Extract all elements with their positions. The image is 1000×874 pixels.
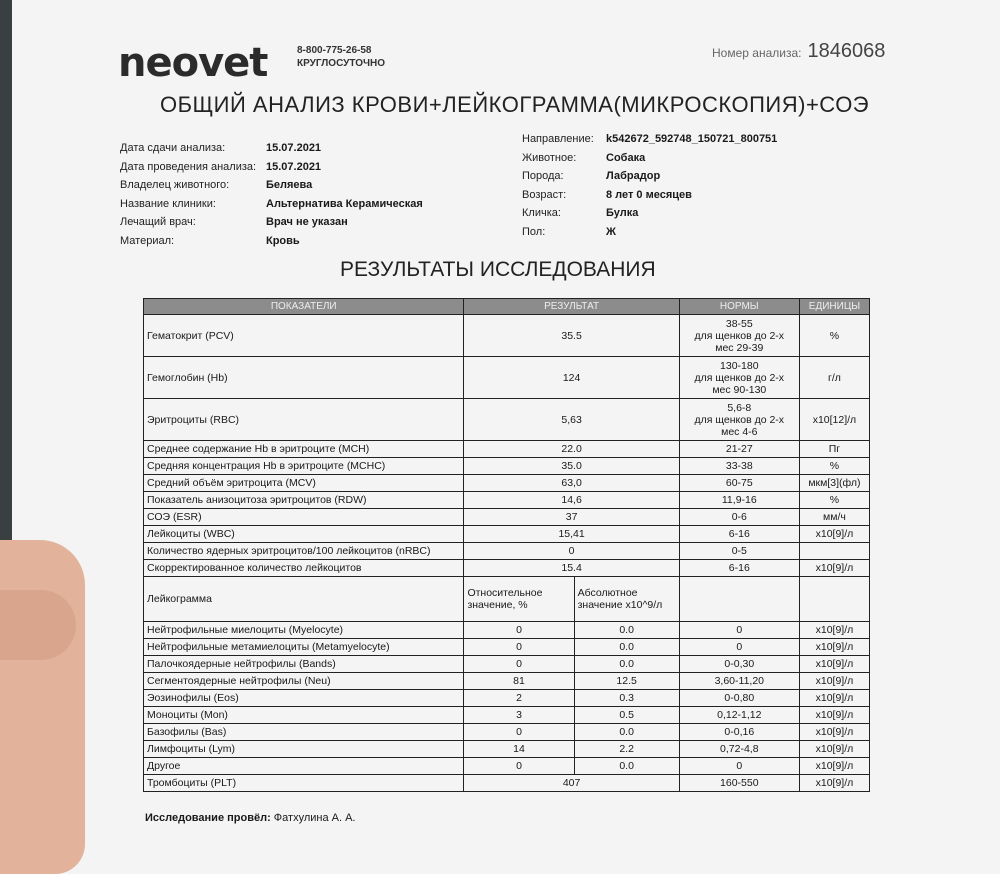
table-row xyxy=(144,690,870,707)
relative-value: 3 xyxy=(464,707,574,724)
indicator-name: Моноциты (Mon) xyxy=(144,707,464,724)
norm-value: 0-0,16 xyxy=(679,724,799,741)
norm-value: 0,72-4,8 xyxy=(679,741,799,758)
table-row xyxy=(144,357,870,399)
phone-block xyxy=(297,44,385,70)
indicator-name: Лимфоциты (Lym) xyxy=(144,741,464,758)
unit-value: x10[9]/л xyxy=(799,656,869,673)
result-value: 63,0 xyxy=(464,475,679,492)
norm-line: 38-55 xyxy=(725,317,753,330)
norm-value: 60-75 xyxy=(679,475,799,492)
table-row xyxy=(144,707,870,724)
leukogram-rows xyxy=(144,622,870,775)
unit-value: x10[9]/л xyxy=(799,639,869,656)
norm-value: 0,12-1,12 xyxy=(679,707,799,724)
unit-value: x10[9]/л xyxy=(799,560,869,577)
norm-value xyxy=(679,399,799,441)
tall-rows xyxy=(144,315,870,441)
indicator-name: Показатель анизоцитоза эритроцитов (RDW) xyxy=(144,492,464,509)
norm-value: 0 xyxy=(679,622,799,639)
result-value: 14,6 xyxy=(464,492,679,509)
table-row xyxy=(144,775,870,792)
unit-value: мкм[3](фл) xyxy=(799,475,869,492)
neovet-logo: neovet xyxy=(118,40,268,86)
indicator-name: Среднее содержание Hb в эритроците (MCH) xyxy=(144,441,464,458)
info-value: Собака xyxy=(606,151,646,164)
table-row xyxy=(144,758,870,775)
absolute-value: 0.0 xyxy=(574,622,679,639)
unit-value: мм/ч xyxy=(799,509,869,526)
table-row xyxy=(144,656,870,673)
info-label: Материал: xyxy=(120,234,175,247)
norm-line: 5,6-8 xyxy=(727,401,752,414)
result-value: 37 xyxy=(464,509,679,526)
unit-value: x10[9]/л xyxy=(799,707,869,724)
result-value: 407 xyxy=(464,775,679,792)
indicator-name: Сегментоядерные нейтрофилы (Neu) xyxy=(144,673,464,690)
absolute-value: 0.0 xyxy=(574,639,679,656)
norm-line: 130-180 xyxy=(720,359,759,372)
norm-value: 6-16 xyxy=(679,560,799,577)
absolute-value: 0.0 xyxy=(574,758,679,775)
indicator-name: Эритроциты (RBC) xyxy=(144,399,464,441)
unit-value: % xyxy=(799,492,869,509)
result-value: 15,41 xyxy=(464,526,679,543)
footer xyxy=(145,812,356,824)
norm-line: мес 4-6 xyxy=(721,425,758,438)
info-label: Пол: xyxy=(522,225,546,238)
empty-cell xyxy=(679,577,799,622)
result-value: 124 xyxy=(464,357,679,399)
document-title: ОБЩИЙ АНАЛИЗ КРОВИ+ЛЕЙКОГРАММА(МИКРОСКОПИЯ)+СОЭ xyxy=(160,92,870,117)
leukogram-label: Лейкограмма xyxy=(144,577,464,622)
simple-rows xyxy=(144,441,870,577)
info-label: Дата сдачи анализа: xyxy=(120,142,226,154)
info-label: Лечащий врач: xyxy=(120,216,196,228)
info-row xyxy=(522,167,777,186)
norm-value: 0 xyxy=(679,639,799,656)
info-value: Кровь xyxy=(266,234,300,247)
table-row xyxy=(144,673,870,690)
table-row xyxy=(144,509,870,526)
footer-value: Фатхулина А. А. xyxy=(273,812,356,824)
info-value: k542672_592748_150721_800751 xyxy=(606,133,778,145)
unit-value: x10[9]/л xyxy=(799,758,869,775)
phone-number: 8-800-775-26-58 xyxy=(297,45,372,56)
order-label: Номер анализа: xyxy=(712,46,802,60)
info-value: Врач не указан xyxy=(266,216,348,228)
table-row xyxy=(144,526,870,543)
indicator-name: Количество ядерных эритроцитов/100 лейкоцитов (nRBC) xyxy=(144,543,464,560)
info-value: 8 лет 0 месяцев xyxy=(606,188,692,201)
info-value: Альтернатива Керамическая xyxy=(266,197,423,210)
norm-line: для щенков до 2-х xyxy=(694,371,785,384)
table-row xyxy=(144,315,870,357)
info-row xyxy=(120,158,423,177)
table-row xyxy=(144,475,870,492)
info-label: Направление: xyxy=(522,133,594,145)
unit-value: г/л xyxy=(799,357,869,399)
info-right xyxy=(522,130,777,241)
table-row xyxy=(144,458,870,475)
col-header-result: РЕЗУЛЬТАТ xyxy=(464,299,679,315)
unit-value: x10[9]/л xyxy=(799,741,869,758)
indicator-name: Гемоглобин (Hb) xyxy=(144,357,464,399)
info-left xyxy=(120,139,423,250)
unit-value: x10[9]/л xyxy=(799,526,869,543)
info-label: Дата проведения анализа: xyxy=(120,160,257,173)
result-value: 22.0 xyxy=(464,441,679,458)
result-value: 35.5 xyxy=(464,315,679,357)
info-row xyxy=(522,223,777,242)
relative-value: 14 xyxy=(464,741,574,758)
table-row xyxy=(144,639,870,656)
table-row xyxy=(144,622,870,639)
unit-value: x10[9]/л xyxy=(799,724,869,741)
absolute-value: 0.0 xyxy=(574,724,679,741)
indicator-name: Лейкоциты (WBC) xyxy=(144,526,464,543)
absolute-value: 0.3 xyxy=(574,690,679,707)
unit-value: x10[12]/л xyxy=(799,399,869,441)
info-value: 15.07.2021 xyxy=(266,160,322,173)
info-row xyxy=(522,186,777,205)
absolute-value: 2.2 xyxy=(574,741,679,758)
norm-line: мес 29-39 xyxy=(715,341,764,354)
empty-cell xyxy=(799,577,869,622)
hand-finger xyxy=(0,590,76,660)
info-row xyxy=(120,213,423,232)
unit-value: x10[9]/л xyxy=(799,690,869,707)
table-row xyxy=(144,724,870,741)
norm-value: 160-550 xyxy=(679,775,799,792)
norm-value: 0-0,30 xyxy=(679,656,799,673)
col-header-norm: НОРМЫ xyxy=(679,299,799,315)
table-row xyxy=(144,741,870,758)
unit-value: Пг xyxy=(799,441,869,458)
order-number-block xyxy=(712,40,885,63)
relative-value: 0 xyxy=(464,758,574,775)
indicator-name: Палочкоядерные нейтрофилы (Bands) xyxy=(144,656,464,673)
result-value: 35.0 xyxy=(464,458,679,475)
info-row xyxy=(120,195,423,214)
table-row xyxy=(144,543,870,560)
relative-value: 2 xyxy=(464,690,574,707)
info-label: Название клиники: xyxy=(120,197,216,210)
absolute-value: 12.5 xyxy=(574,673,679,690)
norm-value xyxy=(679,357,799,399)
result-value: 5,63 xyxy=(464,399,679,441)
result-value: 0 xyxy=(464,543,679,560)
table-row xyxy=(144,560,870,577)
indicator-name: Эозинофилы (Eos) xyxy=(144,690,464,707)
leukogram-header-row xyxy=(144,577,870,622)
info-label: Владелец животного: xyxy=(120,179,230,191)
indicator-name: Средняя концентрация Hb в эритроците (MCHC) xyxy=(144,458,464,475)
norm-value xyxy=(679,315,799,357)
relative-value: 0 xyxy=(464,724,574,741)
norm-line: для щенков до 2-х xyxy=(694,329,785,342)
relative-value: 0 xyxy=(464,622,574,639)
norm-value: 0-5 xyxy=(679,543,799,560)
table-header-row xyxy=(144,299,870,315)
info-value: Лабрадор xyxy=(606,170,661,182)
indicator-name: Другое xyxy=(144,758,464,775)
rel-header: Относительное значение, % xyxy=(464,577,574,622)
info-label: Порода: xyxy=(522,170,564,182)
norm-value: 6-16 xyxy=(679,526,799,543)
indicator-name: Средний объём эритроцита (MCV) xyxy=(144,475,464,492)
info-value: Булка xyxy=(606,207,639,219)
info-value: Беляева xyxy=(266,179,313,191)
info-row xyxy=(522,204,777,223)
indicator-name: Гематокрит (PCV) xyxy=(144,315,464,357)
unit-value: % xyxy=(799,458,869,475)
norm-value: 21-27 xyxy=(679,441,799,458)
unit-value: x10[9]/л xyxy=(799,622,869,639)
indicator-name: Скорректированное количество лейкоцитов xyxy=(144,560,464,577)
hours-label: КРУГЛОСУТОЧНО xyxy=(297,58,386,69)
absolute-value: 0.0 xyxy=(574,656,679,673)
indicator-name: СОЭ (ESR) xyxy=(144,509,464,526)
norm-value: 0 xyxy=(679,758,799,775)
info-row xyxy=(120,139,423,158)
table-row xyxy=(144,441,870,458)
info-row xyxy=(120,176,423,195)
results-table xyxy=(143,298,870,792)
footer-label: Исследование провёл: xyxy=(145,812,271,824)
indicator-name: Нейтрофильные метамиелоциты (Metamyelocyte) xyxy=(144,639,464,656)
norm-line: для щенков до 2-х xyxy=(694,413,785,426)
info-label: Возраст: xyxy=(522,188,567,201)
absolute-value: 0.5 xyxy=(574,707,679,724)
col-header-unit: ЕДИНИЦЫ xyxy=(799,299,869,315)
info-label: Животное: xyxy=(522,151,577,164)
info-value: 15.07.2021 xyxy=(266,142,322,154)
result-value: 15.4 xyxy=(464,560,679,577)
info-value: Ж xyxy=(606,225,616,238)
norm-line: мес 90-130 xyxy=(712,383,767,396)
relative-value: 0 xyxy=(464,639,574,656)
norm-value: 0-6 xyxy=(679,509,799,526)
norm-value: 3,60-11,20 xyxy=(679,673,799,690)
table-row xyxy=(144,492,870,509)
order-number: 1846068 xyxy=(807,40,886,62)
relative-value: 0 xyxy=(464,656,574,673)
col-header-indicator: ПОКАЗАТЕЛИ xyxy=(144,299,464,315)
unit-value xyxy=(799,543,869,560)
info-row xyxy=(120,232,423,251)
relative-value: 81 xyxy=(464,673,574,690)
info-row xyxy=(522,149,777,168)
info-row xyxy=(522,130,777,149)
unit-value: x10[9]/л xyxy=(799,673,869,690)
unit-value: x10[9]/л xyxy=(799,775,869,792)
unit-value: % xyxy=(799,315,869,357)
indicator-name: Базофилы (Bas) xyxy=(144,724,464,741)
table-row xyxy=(144,399,870,441)
info-label: Кличка: xyxy=(522,207,561,219)
norm-value: 11,9-16 xyxy=(679,492,799,509)
indicator-name: Нейтрофильные миелоциты (Myelocyte) xyxy=(144,622,464,639)
abs-header: Абсолютное значение x10^9/л xyxy=(574,577,679,622)
norm-value: 33-38 xyxy=(679,458,799,475)
results-title: РЕЗУЛЬТАТЫ ИССЛЕДОВАНИЯ xyxy=(340,258,656,281)
norm-value: 0-0,80 xyxy=(679,690,799,707)
indicator-name: Тромбоциты (PLT) xyxy=(144,775,464,792)
